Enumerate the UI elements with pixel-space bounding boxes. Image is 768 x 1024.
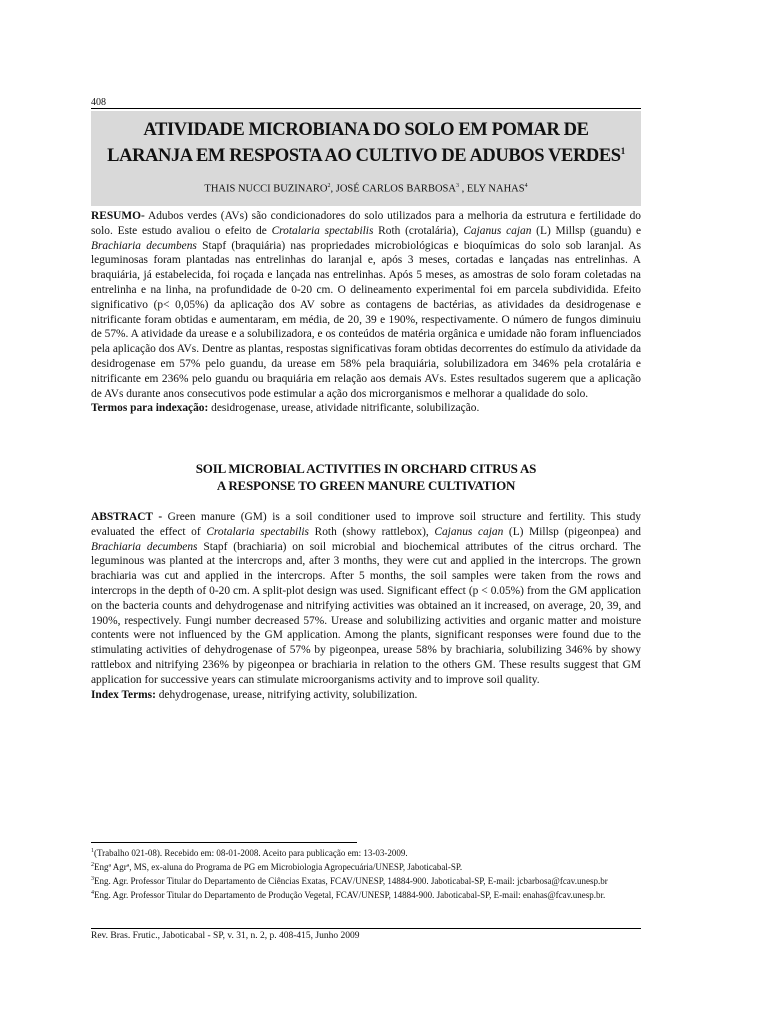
- footnote-text: Eng. Agr. Professor Titular do Departamento de Produção Vegetal, FCAV/UNESP, 14884-900. Jaboticabal-SP, E-mail: enahas@fcav.unesp.br.: [94, 890, 606, 900]
- resumo-label: RESUMO-: [91, 210, 145, 222]
- author-3-mark: 4: [524, 183, 528, 190]
- footnote-text: , MS, ex-aluna do Programa de PG em Microbiologia Agropecuária/UNESP, Jaboticabal-SP.: [129, 862, 463, 872]
- index-terms-label-pt: Termos para indexação:: [91, 402, 209, 415]
- footnote-3: [91, 873, 641, 887]
- title-line-2: LARANJA EM RESPOSTA AO CULTIVO DE ADUBOS VERDES: [107, 146, 621, 167]
- abstract-text: (L) Millsp (pigeonpea) and: [503, 525, 641, 538]
- index-terms-pt: desidrogenase, urease, atividade nitrificante, solubilização.: [208, 402, 480, 415]
- author-list: [91, 183, 641, 195]
- footnote-mark: 4: [91, 890, 94, 896]
- en-title-line-1: SOIL MICROBIAL ACTIVITIES IN ORCHARD CITRUS AS: [195, 461, 537, 476]
- author-1: THAIS NUCCI BUZINARO: [204, 183, 328, 195]
- species-name: Crotalaria spectabilis: [271, 224, 374, 237]
- species-name: Crotalaria spectabilis: [206, 525, 309, 538]
- species-name: Cajanus cajan: [434, 525, 504, 538]
- footnote-1: [91, 845, 641, 859]
- species-name: Cajanus cajan: [463, 224, 532, 237]
- page-number: 408: [91, 97, 106, 108]
- species-name: Brachiaria decumbens: [91, 540, 198, 553]
- footnote-rule: [91, 842, 357, 843]
- author-separator: ,: [458, 183, 467, 195]
- resumo-text: (L) Millsp (guandu) e: [531, 224, 641, 237]
- footnote-mark: 1: [91, 848, 94, 854]
- footnote-text: Engª Agrª: [94, 862, 130, 872]
- species-name: Brachiaria decumbens: [91, 239, 197, 252]
- footnotes: [91, 845, 641, 901]
- abstract-text: Roth (showy rattlebox),: [309, 525, 435, 538]
- abstract-text: Stapf (brachiaria) on soil microbial and biochemical attributes of the citrus orchard. The leguminous was planted at the intercrops and, after 3 months, they were cut and applied in the intercrops. The grown brachiaria was cut and applied in the intercrops. After 5 months, the soil samples were taken from the rows and intercrops in the depth of 0-20 cm. A split-plot design was used. Significant effect (p < 0.05%) from the GM application on the bacteria counts and dehydrogenase and nitrifying activities was obtained an it increased, on average, 20, 39, and 190%, respectively. Fungi number decreased 57%. Urease and solubilizing activities and organic matter and moisture contents were not influenced by the GM application. Among the plants, significant responses were found due to the stimulating activities of dehydrogenase of 57% by pigeonpea, urease 58% by brachiaria, solubilizing 346% by showy rattlebox and nitrifying 236% by pigeonpea or brachiaria in relation to the others GM. These results suggest that GM application for successive years can stimulate microorganisms activity and to improve soil quality.: [91, 540, 641, 686]
- footnote-text: (Trabalho 021-08). Recebido em: 08-01-2008. Aceito para publicação em: 13-03-2009.: [94, 848, 408, 858]
- footnote-text: Eng. Agr. Professor Titular do Departamento de Ciências Exatas, FCAV/UNESP, 14884-900. Jaboticabal-SP, E-mail: jcbarbosa@fcav.unesp.br: [94, 876, 608, 886]
- title-block: [91, 111, 641, 206]
- footnote-mark: 3: [91, 876, 94, 882]
- en-title-line-2: A RESPONSE TO GREEN MANURE CULTIVATION: [216, 478, 516, 493]
- header-rule: [91, 108, 641, 109]
- index-terms-label-en: Index Terms:: [91, 688, 156, 701]
- abstract-label: ABSTRACT -: [91, 511, 163, 523]
- resumo-text: Adubos verdes (AVs) são condicionadores do solo utilizados para a melhoria da estrutura e fertilidade do solo. Este estudo avaliou o efeito de: [91, 210, 641, 237]
- author-1-mark: 2: [327, 183, 331, 190]
- author-3: ELY NAHAS: [466, 183, 525, 195]
- title-line-1: ATIVIDADE MICROBIANA DO SOLO EM POMAR DE: [143, 120, 589, 140]
- journal-citation: Rev. Bras. Frutic., Jaboticabal - SP, v. 31, n. 2, p. 408-415, Junho 2009: [91, 931, 360, 941]
- author-separator: ,: [330, 183, 336, 195]
- footer-rule: [91, 928, 641, 929]
- index-terms-en: dehydrogenase, urease, nitrifying activity, solubilization.: [155, 688, 418, 701]
- title-footnote-mark: 1: [620, 146, 625, 156]
- article-title-en: [91, 460, 641, 494]
- resumo-section: [91, 209, 641, 416]
- abstract-section: [91, 510, 641, 702]
- resumo-text: Stapf (braquiária) nas propriedades microbiológicas e bioquímicas do solo sob laranjal. As leguminosas foram plantadas nas entrelinhas do laranjal e, após 3 meses, cortadas e lançadas nas entrelinhas. A braquiária, já estabelecida, foi roçada e lançada nas entrelinhas. Após 5 meses, as amostras de solo foram coletadas na entrelinha e na linha, na profundidade de 0-20 cm. O delineamento experimental foi em parcela subdividida. Efeito significativo (p< 0,05%) da aplicação dos AV sobre as contagens de bactérias, as atividades da desidrogenase e nitrificante foram obtidas e aumentaram, em média, de 20, 39 e 190%, respectivamente. O número de fungos diminuiu de 57%. A atividade da urease e a solubilizadora, e os conteúdos de matéria orgânica e umidade não foram influenciados pela aplicação dos AVs. Dentre as plantas, respostas significativas foram obtidas decorrentes do estímulo da atividade da desidrogenase em 57% pelo guandu, da urease em 58% pela braquiária, solubilizadora em 346% pela crotalária e nitrificante em 236% pelo guandu ou braquiária em relação aos demais AVs. Estes resultados sugerem que a aplicação de AVs durante anos consecutivos pode estimular a ação dos microrganismos e melhorar a qualidade do solo.: [91, 239, 641, 400]
- author-2-mark: 3: [455, 183, 459, 190]
- footnote-4: [91, 887, 641, 901]
- abstract-text: Green manure (GM) is a soil conditioner used to improve soil structure and fertility. This study evaluated the effect of: [91, 511, 642, 538]
- author-2: JOSÉ CARLOS BARBOSA: [335, 183, 456, 195]
- resumo-text: Roth (crotalária),: [373, 224, 464, 237]
- article-title-pt: [91, 120, 641, 167]
- footnote-2: [91, 859, 641, 873]
- footnote-mark: 2: [91, 862, 94, 868]
